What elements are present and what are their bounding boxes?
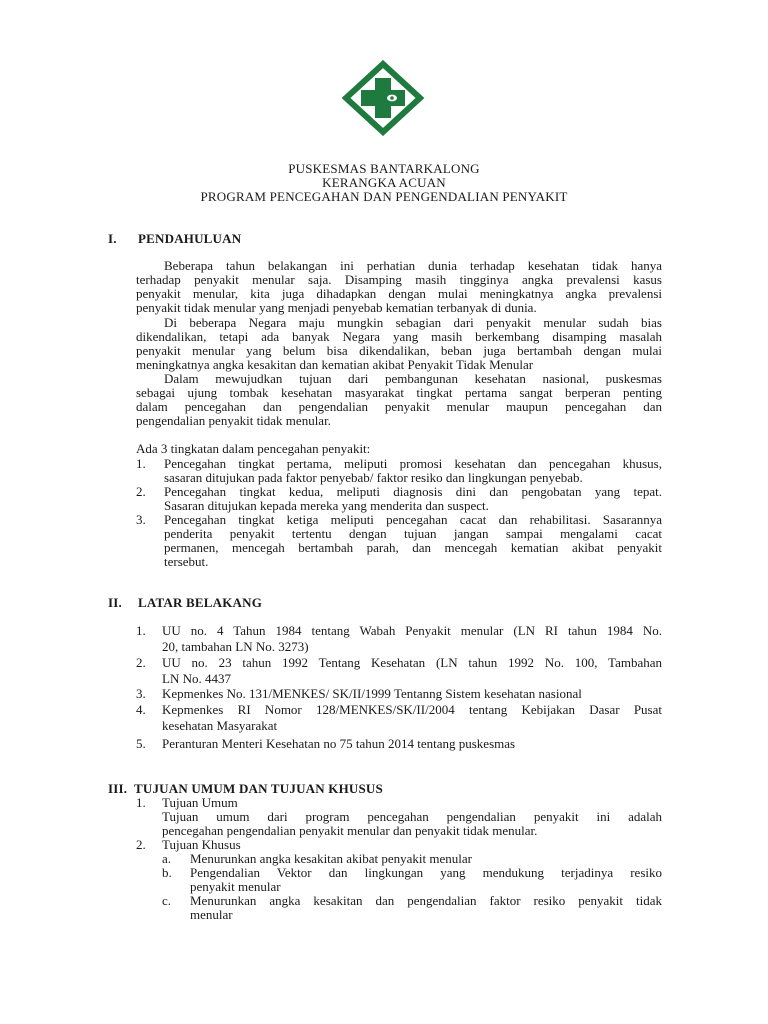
list-letter: c. — [162, 893, 172, 908]
list-text: Menurunkan angka kesakitan akibat penyakit menular — [190, 851, 472, 866]
paragraph-line: dikendalikan, tetapi ada banyak Negara yang masih berkembang disamping masalah — [136, 329, 662, 344]
section-title: TUJUAN UMUM DAN TUJUAN KHUSUS — [134, 781, 383, 796]
list-number: 3. — [136, 512, 146, 527]
header-program: PROGRAM PENCEGAHAN DAN PENGENDALIAN PENYAKIT — [200, 189, 568, 204]
paragraph-line: terhadap penyakit menular saja. Disamping masih tingginya angka prevalensi kasus — [136, 272, 662, 287]
list-text: UU no. 4 Tahun 1984 tentang Wabah Penyakit menular (LN RI tahun 1984 No. — [162, 623, 662, 638]
paragraph-line: penyakit tidak menular yang menjadi penyebab kematian terbanyak di dunia. — [136, 300, 537, 315]
paragraph-line: penyakit menular yang belum bisa dikendalikan, beban juga bertambah dengan mulai — [136, 343, 662, 358]
list-text: sasaran ditujukan pada faktor penyebab/ faktor resiko dan lingkungan penyebab. — [164, 470, 583, 485]
list-text: penderita penyakit tertentu dengan tujuan jangan sampai mengalami cacat — [164, 526, 662, 541]
list-letter: a. — [162, 851, 172, 866]
list-number: 3. — [136, 686, 146, 701]
list-text: LN No. 4437 — [162, 671, 231, 686]
paragraph-line: dalam pencegahan dan pengendalian penyakit menular maupun pencegahan dan — [136, 399, 662, 414]
section-number: I. — [108, 231, 117, 246]
list-text: menular — [190, 907, 233, 922]
list-text: penyakit menular — [190, 879, 281, 894]
section-title: LATAR BELAKANG — [138, 595, 263, 610]
list-text: permanen, mencegah bertambah parah, dan mencegah kematian akibat penyakit — [164, 540, 662, 555]
list-item — [136, 703, 662, 737]
list-text: Tujuan umum dari program pencegahan pengendalian penyakit ini adalah — [162, 809, 662, 824]
paragraph-line: Di beberapa Negara maju mungkin sebagian dari penyakit menular sudah bias — [164, 315, 662, 330]
list-item — [136, 513, 662, 571]
list-item — [136, 796, 662, 842]
list-item — [136, 457, 662, 487]
list-text: pencegahan pengendalian penyakit menular dan penyakit tidak menular. — [162, 823, 538, 838]
list-text: Pengendalian Vektor dan lingkungan yang mendukung terjadinya resiko — [190, 865, 662, 880]
list-item — [136, 656, 662, 690]
list-text: 20, tambahan LN No. 3273) — [162, 639, 309, 654]
paragraph-line: Beberapa tahun belakangan ini perhatian dunia terhadap kesehatan tidak hanya — [164, 258, 662, 273]
subheading: Tujuan Khusus — [162, 837, 241, 852]
list-item — [136, 624, 662, 658]
paragraph-line: meningkatnya angka kesakitan dan kematian akibat Penyakit Tidak Menular — [136, 357, 534, 372]
paragraph-line: sebagai ujung tombak kesehatan masyarakat tingkat pertama sangat berperan penting — [136, 385, 662, 400]
list-text: Menurunkan angka kesakitan dan pengendalian faktor resiko penyakit tidak — [190, 893, 662, 908]
list-item — [136, 485, 662, 515]
header-title: PUSKESMAS BANTARKALONG — [288, 161, 480, 176]
list-number: 1. — [136, 623, 146, 638]
list-number: 2. — [136, 837, 146, 852]
sub-list-item — [162, 894, 662, 924]
list-number: 4. — [136, 702, 146, 717]
section-number: II. — [108, 595, 122, 610]
sub-list-item — [162, 866, 662, 896]
list-text: Pencegahan tingkat pertama, meliputi promosi kesehatan dan pencegahan khusus, — [164, 456, 662, 471]
list-text: Peranturan Menteri Kesehatan no 75 tahun 2014 tentang puskesmas — [162, 736, 516, 751]
list-text: Pencegahan tingkat ketiga meliputi pencegahan cacat dan rehabilitasi. Sasarannya — [164, 512, 662, 527]
paragraph-line: penyakit menular, kita juga dihadapkan dengan mulai meningkatnya angka prevalensi — [136, 286, 662, 301]
list-text: UU no. 23 tahun 1992 Tentang Kesehatan (LN tahun 1992 No. 100, Tambahan — [162, 655, 662, 670]
paragraph-line: pengendalian penyakit tidak menular. — [136, 413, 331, 428]
list-number: 5. — [136, 736, 146, 751]
list-item — [136, 687, 662, 703]
list-text: tersebut. — [164, 554, 209, 569]
list-number: 2. — [136, 655, 146, 670]
header-subtitle: KERANGKA ACUAN — [322, 175, 446, 190]
section-number: III. — [108, 781, 128, 796]
list-text: Pencegahan tingkat kedua, meliputi diagnosis dini dan pengobatan yang tepat. — [164, 484, 662, 499]
list-letter: b. — [162, 865, 172, 880]
puskesmas-cross-logo — [342, 60, 424, 136]
levels-intro: Ada 3 tingkatan dalam pencegahan penyakit: — [136, 441, 371, 456]
list-number: 1. — [136, 456, 146, 471]
subheading: Tujuan Umum — [162, 795, 238, 810]
list-text: kesehatan Masyarakat — [162, 718, 278, 733]
list-number: 2. — [136, 484, 146, 499]
list-text: Kepmenkes RI Nomor 128/MENKES/SK/II/2004 tentang Kebijakan Dasar Pusat — [162, 702, 662, 717]
list-item — [136, 737, 662, 753]
section-title: PENDAHULUAN — [138, 231, 242, 246]
list-number: 1. — [136, 795, 146, 810]
list-text: Kepmenkes No. 131/MENKES/ SK/II/1999 Tentanng Sistem kesehatan nasional — [162, 686, 582, 701]
paragraph-line: Dalam mewujudkan tujuan dari pembangunan kesehatan nasional, puskesmas — [164, 371, 662, 386]
list-text: Sasaran ditujukan kepada mereka yang menderita dan suspect. — [164, 498, 489, 513]
